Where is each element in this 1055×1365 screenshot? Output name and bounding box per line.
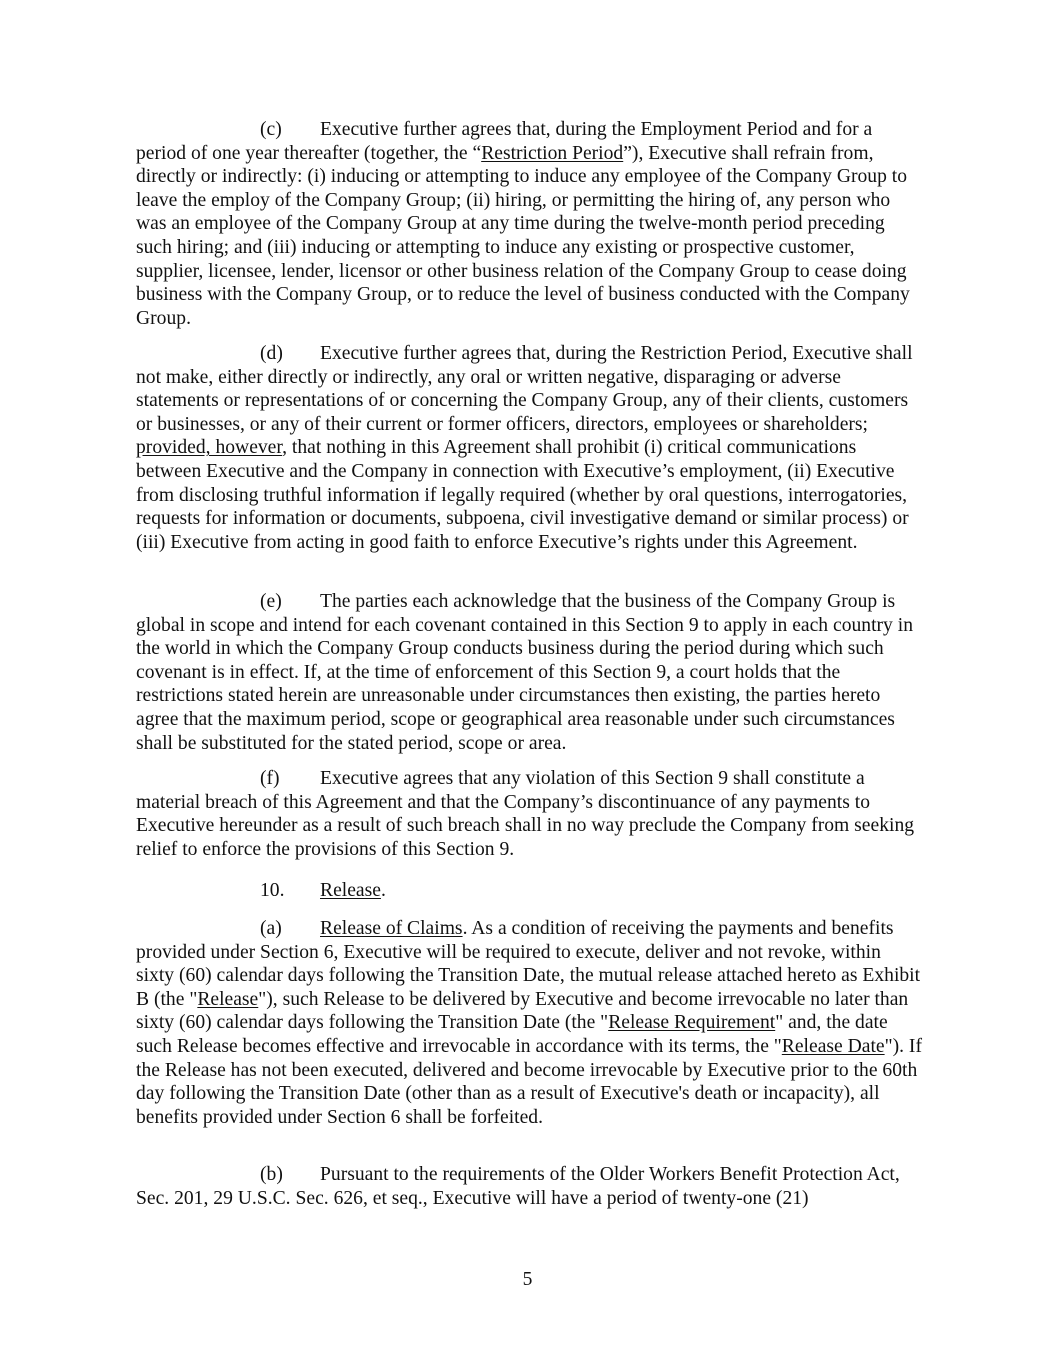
paragraph-f <box>136 767 922 861</box>
paragraph-label: (e) <box>260 591 282 612</box>
paragraph-d <box>136 342 922 554</box>
page-number: 5 <box>522 1269 533 1290</box>
defined-term: Release Requirement <box>608 1012 776 1034</box>
paragraph-text: ”), Executive shall refrain from, directly or indirectly: (i) inducing or attempting to induce any employee of the Company Group to leave the employ of the Company Group; (ii) hiring, or permitting the hiring of, any person who was an employee of the Company Group at any time during the twelve-month period preceding such hiring; and (iii) inducing or attempting to induce any existing or prospective customer, supplier, licensee, lender, licensor or other business relation of the Company Group to cease doing business with the Company Group, or to reduce the level of business conducted with the Company Group. <box>136 142 910 329</box>
paragraph-text: The parties each acknowledge that the business of the Company Group is global in scope and intend for each covenant contained in this Section 9 to apply in each country in the world in which the Company Group conducts business during the period during which such covenant is in effect. If, at the time of enforcement of this Section 9, a court holds that the restrictions stated herein are unreasonable under circumstances then existing, the parties hereto agree that the maximum period, scope or geographical area reasonable under such circumstances shall be substituted for the stated period, scope or area. <box>136 591 913 754</box>
paragraph-text: "). If the Release has not been executed, delivered and become irrevocable by Executive prior to the 60th day following the Transition Date (other than as a result of Executive's death or incapacity), all benefits provided under Section 6 shall be forfeited. <box>136 1035 922 1128</box>
proviso-term: provided, however <box>136 437 283 459</box>
paragraph-b <box>136 1163 922 1210</box>
paragraph-label: (f) <box>260 768 280 789</box>
paragraph-text: Executive agrees that any violation of this Section 9 shall constitute a material breach of this Agreement and that the Company’s discontinuance of any payments to Executive hereunder as a result of such breach shall in no way preclude the Company from seeking relief to enforce the provisions of this Section 9. <box>136 768 915 860</box>
paragraph-a: (a) Release of Claims. As a condition of receiving the payments and benefits provided under Section 6, Executive will be required to execute, deliver and not revoke, within sixty (60) calendar days following the Transition Date, the mutual release attached hereto as Exhibit B (the "Release"), such Release to be delivered by Executive and become irrevocable no later than sixty (60) calendar days following the Transition Date (the "Release Requirement" and, the date such Release becomes effective and irrevocable in accordance with its terms, the "Release Date"). If the Release has not been executed, delivered and become irrevocable by Executive prior to the 60th day following the Transition Date (other than as a result of Executive's death or incapacity), all benefits provided under Section 6 shall be forfeited. <box>136 918 922 1128</box>
defined-term: Release Date <box>781 1035 885 1057</box>
paragraph-label: (c) <box>260 119 282 140</box>
paragraph-text: " and, the date such Release becomes effective and irrevocable in accordance with its terms, the " <box>136 1012 888 1057</box>
defined-term: Restriction Period <box>481 142 624 164</box>
section-heading-10: 10. Release. <box>260 880 386 901</box>
paragraph-text: Pursuant to the requirements of the Older Workers Benefit Protection Act, Sec. 201, 29 U.S.C. Sec. 626, et seq., Executive will have a period of twenty-one (21) <box>136 1164 900 1209</box>
paragraph-text: , that nothing in this Agreement shall prohibit (i) critical communications between Executive and the Company in connection with Executive’s employment, (ii) Executive from disclosing truthful information if legally required (whether by oral questions, interrogatories, requests for information or documents, subpoena, civil investigative demand or similar process) or (iii) Executive from acting in good faith to enforce Executive’s rights under this Agreement. <box>136 437 909 553</box>
paragraph-c <box>136 118 922 330</box>
paragraph-label: (b) <box>260 1164 283 1185</box>
paragraph-text: Executive further agrees that, during the Employment Period and for a period of one year thereafter (together, the “ <box>136 119 873 164</box>
paragraph-text: Executive further agrees that, during the Restriction Period, Executive shall not make, either directly or indirectly, any oral or written negative, disparaging or adverse statements or representations of or concerning the Company Group, any of their clients, customers or businesses, or any of their current or former officers, directors, employees or shareholders; <box>136 343 913 435</box>
paragraph-label: (d) <box>260 343 283 364</box>
paragraph-text: "), such Release to be delivered by Executive and become irrevocable no later than sixty (60) calendar days following the Transition Date (the " <box>136 988 909 1034</box>
section-number: 10. <box>260 880 285 901</box>
paragraph-text: As a condition of receiving the payments and benefits provided under Section 6, Executive will be required to execute, deliver and not revoke, within sixty (60) calendar days following the Transition Date, the mutual release attached hereto as Exhibit B (the " <box>136 918 921 1010</box>
paragraph-e <box>136 590 922 755</box>
paragraph-heading: Release of Claims <box>320 918 463 939</box>
section-title: Release <box>320 880 381 901</box>
defined-term: Release <box>197 988 259 1010</box>
paragraph-label: (a) <box>260 918 282 939</box>
